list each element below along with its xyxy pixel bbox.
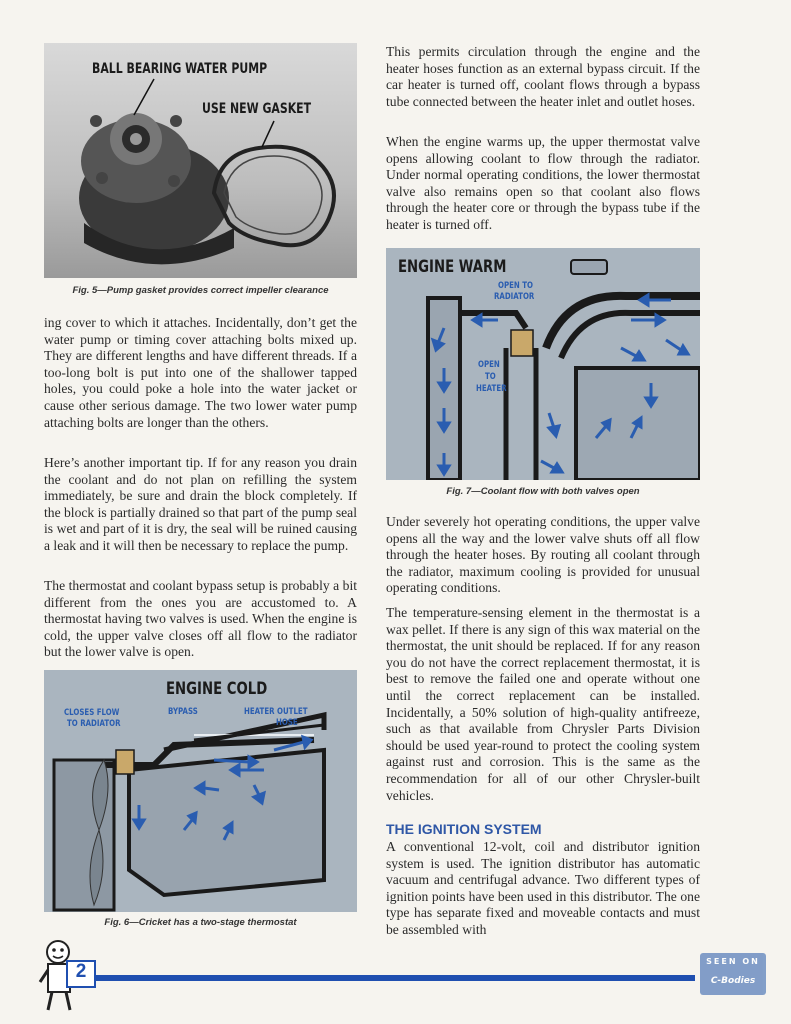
label-bypass: BYPASS <box>168 707 198 717</box>
fig6-diagram <box>44 670 357 912</box>
left-paragraph-2: Here’s another important tip. If for any reason you drain the coolant and do not plan on refilling the system immediately, be sure and drain the block completely. If the block is partially drained so that part of the pump seal is wet and part of it is dry, the seal will be ruined causing a leak and it will then be necessary to replace the pump. <box>44 455 357 553</box>
label-ball-bearing-water-pump: BALL BEARING WATER PUMP <box>92 61 268 77</box>
label-to-radiator: TO RADIATOR <box>67 719 121 729</box>
watermark-site: C-Bodies <box>710 976 756 986</box>
fig7-diagram <box>386 248 700 480</box>
label-use-new-gasket: USE NEW GASKET <box>202 101 312 117</box>
watermark-seen-on: SEEN ON <box>706 957 760 966</box>
engine-warm-illustration <box>386 248 700 480</box>
fig6-caption: Fig. 6—Cricket has a two-stage thermostat <box>104 917 297 928</box>
right-paragraph-3: Under severely hot operating conditions, the upper valve opens all the way and the lower valve shuts off all flow through the heater hoses. By routing all coolant through the radiator, maximum cooling is provided for unusual operating conditions. <box>386 514 700 596</box>
left-paragraph-3: The thermostat and coolant bypass setup is probably a bit different from the ones you are accustomed to. A thermostat having two valves is used. When the engine is cold, the upper valve closes off all flow to the radiator but the lower valve is open. <box>44 578 357 660</box>
engine-cold-illustration <box>44 670 357 912</box>
label-hose: HOSE <box>276 718 298 728</box>
left-paragraph-1: ing cover to which it attaches. Incidentally, don’t get the water pump or timing cover attaching bolts mixed up. They are different lengths and have different threads. If a too-long bolt is put into one of the shallower tapped holes, you could poke a hole into the water jacket or cause other serious damage. The two lower water pump attaching bolts are longer than the others. <box>44 315 357 430</box>
water-pump-illustration <box>44 43 357 278</box>
right-paragraph-4: The temperature-sensing element in the thermostat is a wax pellet. If there is any sign of this wax material on the thermostat, the unit should be replaced. If for any reason you do not have the correct replacement thermostat, it is best to remove the failed one and operate without one until the correct replacement can be installed. Incidentally, a 50% solution of high-quality antifreeze, such as that available from Chrysler Parts Division should be used year-round to protect the cooling system against rust and corrosion. This is the same as the recommendation for all of our other Chrysler-built vehicles. <box>386 605 700 803</box>
page-number: 2 <box>75 961 87 982</box>
fig7-caption: Fig. 7—Coolant flow with both valves open <box>446 486 640 497</box>
footer-rule <box>95 975 695 981</box>
label-open-to: OPEN TO <box>498 281 533 291</box>
label-heater: HEATER <box>476 384 507 394</box>
label-closes-flow: CLOSES FLOW <box>64 708 120 718</box>
fig6-title: ENGINE COLD <box>166 679 268 699</box>
watermark-badge <box>700 953 766 995</box>
section-title-ignition-system: THE IGNITION SYSTEM <box>386 821 542 837</box>
label-open: OPEN <box>478 360 500 370</box>
label-radiator: RADIATOR <box>494 292 535 302</box>
right-paragraph-1: This permits circulation through the engine and the heater hoses function as an external bypass circuit. If the car heater is turned off, coolant flows through a bypass tube connected between the heater inlet and outlet hoses. <box>386 44 700 109</box>
right-paragraph-2: When the engine warms up, the upper thermostat valve opens allowing coolant to flow through the radiator. Under normal operating conditions, the lower thermostat valve also remains open so that coolant also flows through the heater core or through the bypass tube if the heater is turned off. <box>386 134 700 232</box>
label-to: TO <box>485 372 496 382</box>
label-heater-outlet: HEATER OUTLET <box>244 707 308 717</box>
fig5-caption: Fig. 5—Pump gasket provides correct impeller clearance <box>72 285 329 296</box>
fig7-title: ENGINE WARM <box>398 257 507 277</box>
fig5-photo <box>44 43 357 278</box>
right-paragraph-5: A conventional 12-volt, coil and distributor ignition system is used. The ignition distributor has automatic vacuum and centrifugal advance. Two different types of ignition points have been used in this distributor. The one type has separate fixed and moveable contacts and must be assembled with <box>386 839 700 937</box>
